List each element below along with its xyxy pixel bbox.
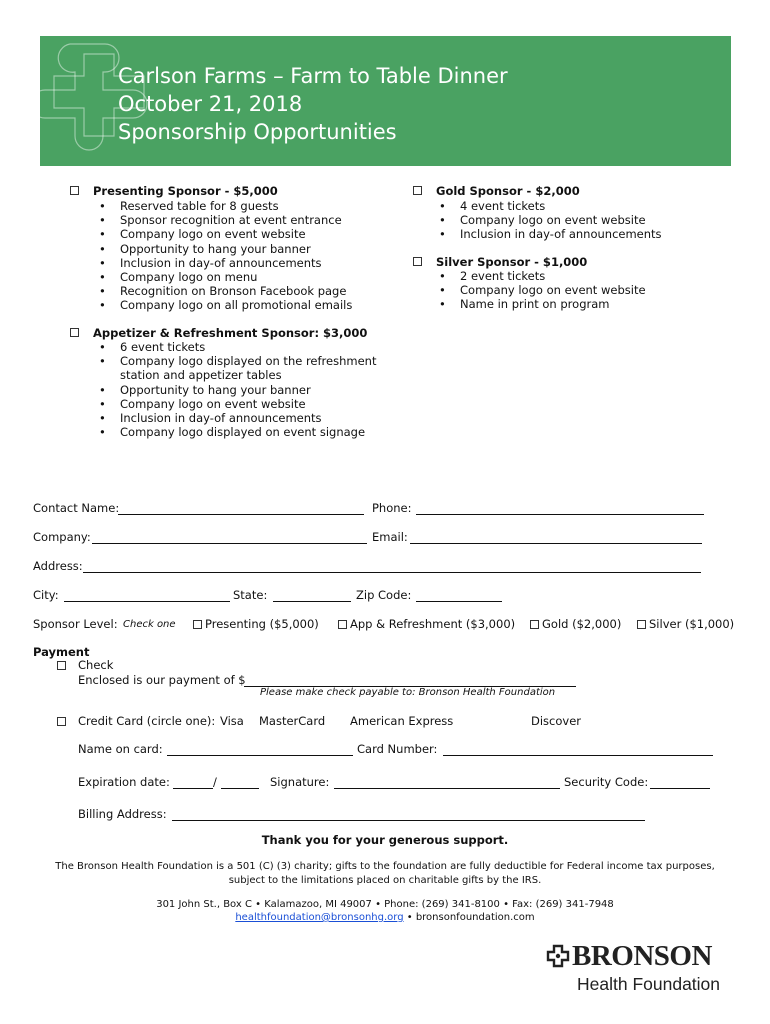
presenting-heading: Presenting Sponsor - $5,000 [93,184,278,198]
contact-links [0,912,770,923]
level-app-checkbox[interactable] [338,620,347,629]
logo-wordmark: BRONSON [572,940,712,972]
sponsor-level-label: Sponsor Level: [33,617,118,631]
level-presenting-checkbox[interactable] [193,620,202,629]
zip-label: Zip Code: [356,588,412,602]
card-amex-option[interactable]: American Express [350,714,454,728]
level-gold-checkbox[interactable] [530,620,539,629]
card-discover-option[interactable]: Discover [531,714,582,728]
list-item: • Opportunity to hang your banner [95,242,385,256]
presenting-benefits-list [95,199,385,313]
logo-subtitle: Health Foundation [577,974,721,994]
security-code-label: Security Code: [564,775,649,789]
event-title: Carlson Farms – Farm to Table Dinner [118,64,508,88]
city-field[interactable] [64,601,230,602]
email-label: Email: [372,530,408,544]
list-item: • 6 event tickets [95,340,385,354]
gold-heading: Gold Sponsor - $2,000 [436,184,580,198]
header-banner [40,36,731,166]
phone-field[interactable] [416,514,704,515]
list-item: • Inclusion in day-of announcements [435,227,735,241]
email-field[interactable] [410,543,702,544]
company-field[interactable] [92,543,367,544]
list-item: • Company logo displayed on event signage [95,425,385,439]
zip-field[interactable] [416,601,502,602]
bronson-logo [546,940,741,1000]
gold-benefits-list [435,199,735,242]
appetizer-checkbox[interactable] [70,328,79,337]
list-item: • Company logo on event website [435,213,735,227]
address-field[interactable] [83,572,701,573]
event-subtitle: Sponsorship Opportunities [118,120,397,144]
name-on-card-field[interactable] [167,755,353,756]
contact-name-field[interactable] [118,514,364,515]
list-item: • Inclusion in day-of announcements [95,411,385,425]
foundation-website: • bronsonfoundation.com [403,912,535,923]
level-app-label: App & Refreshment ($3,000) [350,617,516,631]
level-silver-checkbox[interactable] [637,620,646,629]
check-one-hint: Check one [123,619,176,630]
list-item: • Sponsor recognition at event entrance [95,213,385,227]
expiration-year-field[interactable] [221,788,259,789]
list-item: • Company logo on event website [95,397,385,411]
event-date: October 21, 2018 [118,92,303,116]
payment-card-checkbox[interactable] [57,717,66,726]
expiration-slash: / [213,775,217,789]
list-item: • Opportunity to hang your banner [95,383,385,397]
presenting-checkbox[interactable] [70,186,79,195]
list-item: • Company logo on event website [435,283,735,297]
billing-address-label: Billing Address: [78,807,167,821]
signature-field[interactable] [334,788,560,789]
list-item: • Name in print on program [435,297,735,311]
city-label: City: [33,588,59,602]
payment-check-label: Check [78,658,114,672]
foundation-email-link[interactable]: healthfoundation@bronsonhg.org [235,912,404,923]
bronson-cross-icon [546,944,570,970]
list-item: • Company logo displayed on the refreshment station and appetizer tables [95,354,385,382]
silver-checkbox[interactable] [413,257,422,266]
list-item: • 4 event tickets [435,199,735,213]
level-gold-label: Gold ($2,000) [542,617,622,631]
billing-address-field[interactable] [172,820,645,821]
disclaimer-line1: The Bronson Health Foundation is a 501 (C) (3) charity; gifts to the foundation are fully deductible for Federal income tax purposes, [55,861,715,872]
appetizer-benefits-list [95,340,385,439]
list-item: • 2 event tickets [435,269,735,283]
expiration-label: Expiration date: [78,775,170,789]
level-presenting-label: Presenting ($5,000) [205,617,319,631]
company-label: Company: [33,530,91,544]
list-item: • Company logo on menu [95,270,385,284]
list-item: • Inclusion in day-of announcements [95,256,385,270]
payment-heading: Payment [33,645,90,659]
card-number-label: Card Number: [357,742,438,756]
enclosed-label: Enclosed is our payment of $ [78,673,246,687]
credit-card-label: Credit Card (circle one): [78,714,216,728]
phone-label: Phone: [372,501,412,515]
expiration-month-field[interactable] [173,788,213,789]
contact-name-label: Contact Name: [33,501,120,515]
silver-benefits-list [435,269,735,312]
security-code-field[interactable] [650,788,710,789]
name-on-card-label: Name on card: [78,742,163,756]
payable-note: Please make check payable to: Bronson Health Foundation [260,687,556,698]
list-item: • Company logo on event website [95,227,385,241]
disclaimer-line2: subject to the limitations placed on charitable gifts by the IRS. [228,875,542,886]
state-label: State: [233,588,268,602]
contact-address: 301 John St., Box C • Kalamazoo, MI 49007 • Phone: (269) 341-8100 • Fax: (269) 341-7948 [156,899,614,910]
gold-checkbox[interactable] [413,186,422,195]
level-silver-label: Silver ($1,000) [649,617,735,631]
card-visa-option[interactable]: Visa [220,714,244,728]
list-item: • Company logo on all promotional emails [95,298,385,312]
card-mastercard-option[interactable]: MasterCard [259,714,326,728]
card-number-field[interactable] [443,755,713,756]
address-label: Address: [33,559,83,573]
thank-you-text: Thank you for your generous support. [261,833,509,847]
list-item: • Reserved table for 8 guests [95,199,385,213]
silver-heading: Silver Sponsor - $1,000 [436,255,588,269]
list-item: • Recognition on Bronson Facebook page [95,284,385,298]
state-field[interactable] [273,601,351,602]
appetizer-heading: Appetizer & Refreshment Sponsor: $3,000 [93,326,368,340]
payment-check-checkbox[interactable] [57,661,66,670]
signature-label: Signature: [270,775,330,789]
